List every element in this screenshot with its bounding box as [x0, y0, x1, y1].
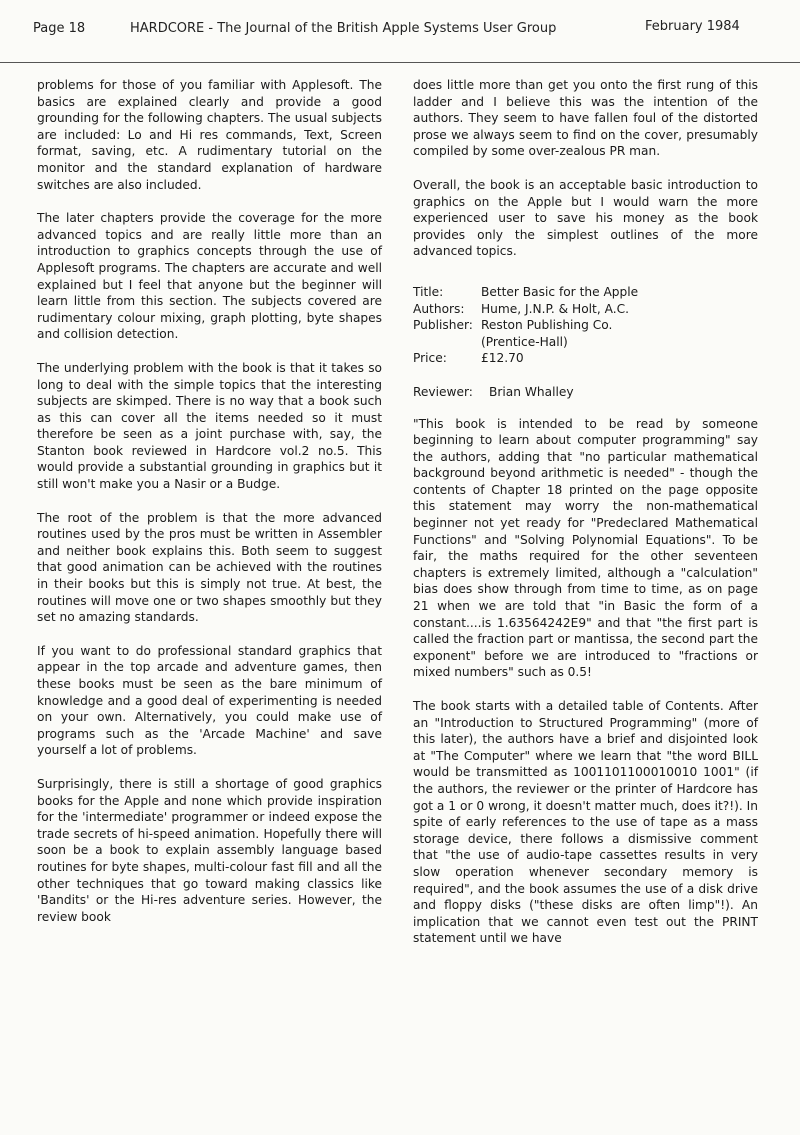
book-publisher-parent: (Prentice-Hall)	[481, 334, 568, 349]
page-number: Page 18	[33, 21, 86, 36]
paragraph: The underlying problem with the book is that it takes so long to deal with the simple topics that the interesting subjects are skimped. There is no way that a book such as this can cover all the items needed so it must therefore be seen as a joint purchase with, say, the Stanton book reviewed in Hardcore vol.2 no.5. This would provide a substantial grounding in graphics but it still won't make you a Nasir or a Budge.	[37, 360, 382, 492]
price-row	[413, 350, 758, 367]
paragraph: If you want to do professional standard graphics that appear in the top arcade and adventure games, then these books must be seen as the bare minimum of knowledge and a good deal of experimenting is needed on your own. Alternatively, you could make use of programs such as the 'Arcade Machine' and save yourself a lot of problems.	[37, 643, 382, 758]
paragraph: "This book is intended to be read by someone beginning to learn about computer programming" say the authors, adding that "no particular mathematical background beyond arithmetic is needed" - though the contents of Chapter 18 printed on the page opposite this statement may worry the non-mathematical beginner not yet ready for "Predeclared Mathematical Functions" and "Solving Polynomial Equations". To be fair, the maths required for the other seventeen chapters is extremely limited, although a "calculation" bias does show through from time to time, as on page 21 when we are told that "in Basic the form of a constant....is 1.63564242E9" and that "the first part is called the fraction part or mantissa, the second part the exponent" before we are introduced to "fractions or mixed numbers" such as 0.5!	[413, 416, 758, 680]
paragraph: problems for those of you familiar with Applesoft. The basics are explained clearly and provide a good grounding for the following chapters. The usual subjects are included: Lo and Hi res commands, Text, Screen format, saving, etc. A rudimentary tutorial on the monitor and the standard explanation of hardware switches are also included.	[37, 78, 382, 192]
header-rule	[0, 62, 800, 63]
reviewer-label: Reviewer:	[413, 384, 473, 399]
page-header	[0, 0, 800, 62]
reviewer-row	[413, 384, 758, 401]
paragraph: The book starts with a detailed table of Contents. After an "Introduction to Structured Programming" (more of this later), the authors have a brief and disjointed look at "The Computer" where we learn that "the word BILL would be transmitted as 1001101100010010 1001" (if the authors, the reviewer or the printer of Hardcore has got a 1 or 0 wrong, it doesn't matter much, does it?!). In spite of early references to the use of tape as a mass storage device, there follows a dismissive comment that "the use of audio-tape cassettes results in very slow operation whenever secondary memory is required", and the book assumes the use of a disk drive and floppy disks ("these disks are often limp"!). An implication that we cannot even test out the PRINT statement until we have	[413, 699, 758, 946]
review-details	[413, 284, 758, 367]
paragraph: The root of the problem is that the more advanced routines used by the pros must be written in Assembler and neither book explains this. Both seem to suggest that good animation can be achieved with the routines in their books but this is simply not true. At best, the routines will move one or two shapes smoothly but they set no amazing standards.	[37, 510, 382, 625]
right-column	[413, 77, 758, 964]
paragraph: The later chapters provide the coverage for the more advanced topics and are really little more than an introduction to graphics concepts through the use of Applesoft programs. The chapters are accurate and well explained but I feel that anyone but the beginner will learn little from this section. The subjects covered are rudimentary colour mixing, graph plotting, byte shapes and collision detection.	[37, 211, 382, 342]
left-column	[37, 77, 382, 942]
publisher-row	[413, 317, 758, 334]
price-label: Price:	[413, 351, 447, 366]
issue-date: February 1984	[645, 19, 740, 34]
authors-label: Authors:	[413, 301, 465, 316]
title-row	[413, 284, 758, 301]
title-label: Title:	[413, 284, 444, 299]
book-price: £12.70	[481, 351, 524, 366]
publisher-label: Publisher:	[413, 318, 473, 333]
publisher-row-2	[413, 334, 758, 351]
paragraph: Overall, the book is an acceptable basic introduction to graphics on the Apple but I would warn the more experienced user to save his money as the book provides only the simplest outlines of the more advanced topics.	[413, 177, 758, 259]
journal-title: HARDCORE - The Journal of the British Apple Systems User Group	[130, 21, 557, 36]
reviewer-name: Brian Whalley	[489, 384, 574, 399]
authors-row	[413, 301, 758, 318]
paragraph: does little more than get you onto the first rung of this ladder and I believe this was the intention of the authors. They seem to have fallen foul of the distorted prose we always seem to find on the cover, presumably compiled by some over-zealous PR man.	[413, 78, 758, 159]
paragraph: Surprisingly, there is still a shortage of good graphics books for the Apple and none which provide inspiration for the 'intermediate' programmer or indeed expose the trade secrets of hi-speed animation. Hopefully there will soon be a book to explain assembly language based routines for byte shapes, multi-colour fast fill and all the other techniques that go toward making classics like 'Bandits' or the Hi-res adventure series. However, the review book	[37, 776, 382, 924]
book-title: Better Basic for the Apple	[481, 284, 639, 299]
book-publisher: Reston Publishing Co.	[481, 318, 613, 333]
book-authors: Hume, J.N.P. & Holt, A.C.	[481, 301, 629, 316]
